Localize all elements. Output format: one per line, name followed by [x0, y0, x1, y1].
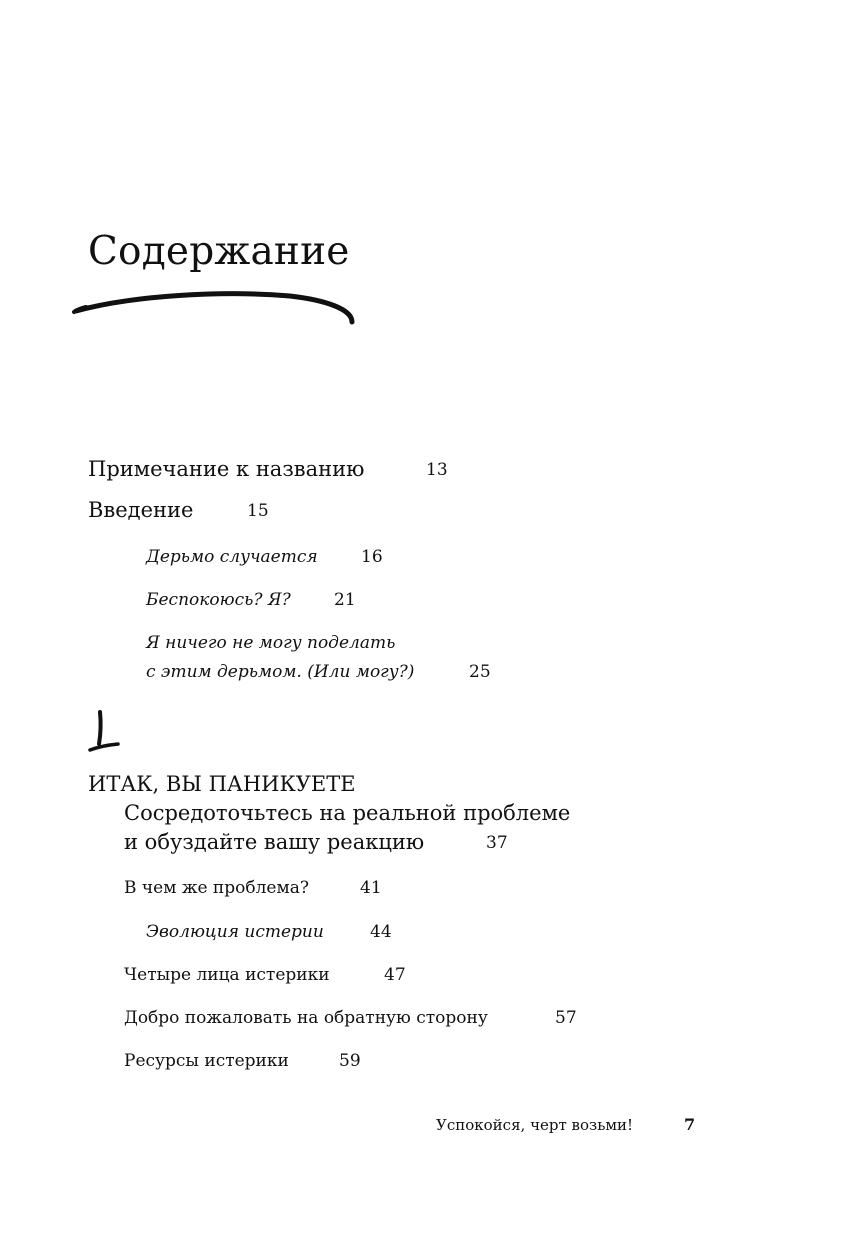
part-subtitle-line2 — [124, 828, 424, 856]
toc-subentry-continued[interactable] — [146, 658, 414, 686]
toc-entry-page: 41 — [360, 878, 382, 898]
page-number: 7 — [684, 1115, 696, 1134]
toc-entry-page: 15 — [247, 501, 269, 521]
part-number-text: 1 — [84, 708, 85, 709]
toc-entry-page: 25 — [469, 662, 491, 682]
toc-entry-label: Четыре лица истерики — [124, 965, 330, 985]
toc-entry-page: 47 — [384, 965, 406, 985]
toc-entry-label: В чем же проблема? — [124, 878, 309, 898]
toc-entry-label: Введение — [88, 498, 194, 522]
toc-entry-label-line1: Я ничего не могу поделать — [146, 633, 396, 653]
toc-entry-label: Дерьмо случается — [146, 547, 318, 567]
toc-entry-page: 16 — [361, 547, 383, 567]
title-underline-swoosh — [70, 284, 365, 334]
part-heading-label: ИТАК, ВЫ ПАНИКУЕТЕ — [88, 772, 356, 796]
toc-part-entry[interactable] — [124, 1004, 488, 1032]
toc-part-entry[interactable] — [124, 874, 309, 902]
toc-part-entry[interactable] — [124, 1047, 289, 1075]
part-subtitle-text: Сосредоточьтесь на реальной проблеме — [124, 801, 571, 825]
toc-entry-label: Ресурсы истерики — [124, 1051, 289, 1071]
toc-entry-page: 44 — [370, 922, 392, 942]
toc-subentry[interactable] — [146, 543, 318, 571]
toc-subentry[interactable] — [146, 586, 291, 614]
running-footer-title: Успокойся, черт возьми! — [436, 1116, 634, 1134]
toc-entry-page: 59 — [339, 1051, 361, 1071]
toc-entry-note[interactable] — [88, 455, 364, 483]
toc-entry-label: Добро пожаловать на обратную сторону — [124, 1008, 488, 1028]
toc-entry-label: Примечание к названию — [88, 457, 365, 481]
toc-entry-intro[interactable] — [88, 496, 193, 524]
toc-entry-page: 57 — [555, 1008, 577, 1028]
toc-entry-label: Беспокоюсь? Я? — [146, 590, 291, 610]
toc-part-subentry[interactable] — [146, 918, 324, 946]
toc-subentry[interactable] — [146, 629, 395, 657]
toc-entry-page: 13 — [426, 460, 448, 480]
toc-part-entry[interactable] — [124, 961, 330, 989]
toc-entry-label: Эволюция истерии — [146, 922, 324, 942]
toc-entry-label-line2: с этим дерьмом. (Или могу?) — [146, 662, 415, 682]
toc-entry-page: 21 — [334, 590, 356, 610]
page-title: Содержание — [88, 229, 350, 274]
part-subtitle-text: и обуздайте вашу реакцию — [124, 830, 425, 854]
part-heading[interactable] — [88, 770, 356, 798]
part-page: 37 — [486, 833, 508, 853]
part-subtitle-line1 — [124, 799, 570, 827]
part-number-handwritten — [84, 708, 124, 754]
